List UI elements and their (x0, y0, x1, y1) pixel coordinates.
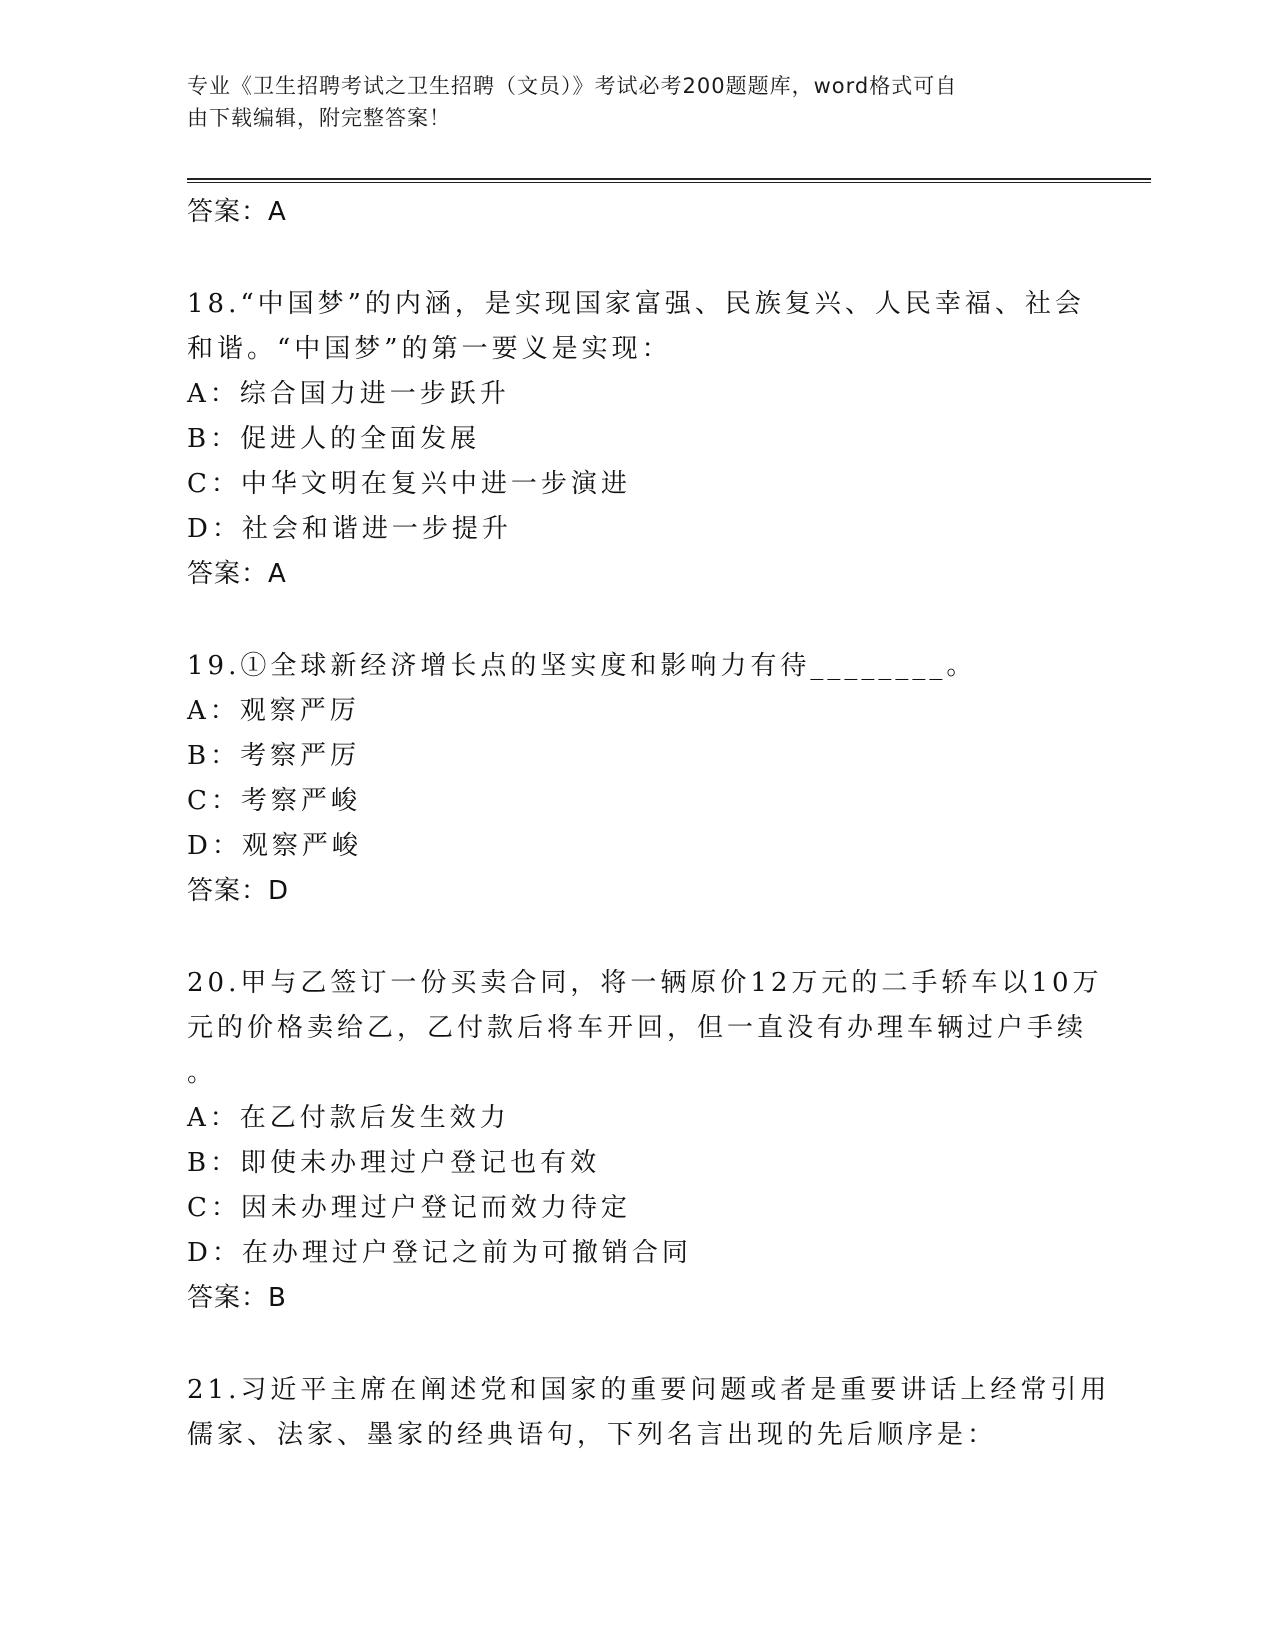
option-d: D：社会和谐进一步提升 (187, 514, 512, 544)
question-list (187, 190, 1111, 1458)
document-header (187, 70, 1067, 134)
option-c: C：考察严峻 (187, 786, 361, 816)
answer-line: 答案：A (187, 197, 287, 227)
header-line-1: 专业《卫生招聘考试之卫生招聘（文员）》考试必考200题题库，word格式可自 (187, 74, 958, 98)
question-20 (187, 961, 1103, 1321)
header-divider (187, 178, 1151, 183)
question-18 (187, 282, 1087, 597)
option-d: D：观察严峻 (187, 831, 362, 861)
question-text: 元的价格卖给乙，乙付款后将车开回，但一直没有办理车辆过户手续 (187, 1013, 1088, 1043)
option-a: A：在乙付款后发生效力 (187, 1103, 510, 1133)
question-text: 和谐。“中国梦”的第一要义是实现： (187, 334, 672, 364)
option-c: C：中华文明在复兴中进一步演进 (187, 469, 631, 499)
question-text: 21.习近平主席在阐述党和国家的重要问题或者是重要讲话上经常引用 (187, 1375, 1111, 1405)
question-text: 20.甲与乙签订一份买卖合同，将一辆原价12万元的二手轿车以10万 (187, 968, 1103, 998)
option-a: A：综合国力进一步跃升 (187, 379, 510, 409)
question-text: 儒家、法家、墨家的经典语句，下列名言出现的先后顺序是： (187, 1420, 998, 1450)
question-text: 18.“中国梦”的内涵，是实现国家富强、民族复兴、人民幸福、社会 (187, 289, 1085, 319)
answer-line: 答案：B (187, 1283, 287, 1313)
question-21 (187, 1368, 1111, 1458)
question-19 (187, 644, 1087, 914)
option-b: B：促进人的全面发展 (187, 424, 481, 454)
answer-line: 答案：A (187, 559, 287, 589)
header-line-2: 由下载编辑，附完整答案！ (187, 106, 451, 130)
option-a: A：观察严厉 (187, 696, 360, 726)
option-b: B：考察严厉 (187, 741, 361, 771)
option-b: B：即使未办理过户登记也有效 (187, 1148, 601, 1178)
option-c: C：因未办理过户登记而效力待定 (187, 1193, 631, 1223)
answer-line: 答案：D (187, 876, 290, 906)
option-d: D：在办理过户登记之前为可撤销合同 (187, 1238, 692, 1268)
question-text: 19.①全球新经济增长点的坚实度和影响力有待________。 (187, 651, 977, 681)
question-text: 。 (187, 1058, 218, 1088)
